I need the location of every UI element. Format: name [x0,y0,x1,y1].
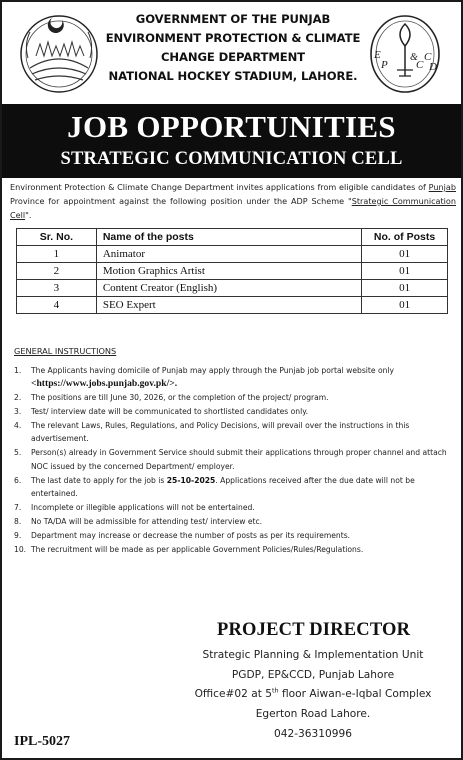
instruction-text: . Applications received after the due date will not be entertained. [31,475,415,498]
instruction-number: 7. [14,502,22,512]
intro-text-end: ". [25,210,32,220]
instruction-number: 1. [14,366,22,375]
intro-scheme-name: Strategic Communication Cell [10,196,456,220]
column-header-post-name: Name of the posts [96,229,361,246]
instruction-number: 3. [14,407,22,417]
office-address-part: Office#02 at 5 [194,688,272,701]
header-line-government: GOVERNMENT OF THE PUNJAB [135,12,331,26]
office-address-part: floor Aiwan-e-Iqbal Complex [278,688,432,701]
instruction-text: The last date to apply for the job is [31,475,167,485]
svg-text:C: C [424,51,432,63]
unit-name: Strategic Planning & Implementation Unit [202,649,424,661]
instruction-text: Department may increase or decrease the number of posts as per its requirements. [31,530,351,540]
cell-sr-no: 3 [17,280,97,297]
instruction-text: Incomplete or illegible applications will not be entertained. [31,502,255,512]
intro-paragraph [10,180,456,222]
instruction-item [14,364,456,390]
instruction-item [14,419,456,445]
last-date: 25-10-2025 [166,475,216,485]
header-line-department-2: CHANGE DEPARTMENT [161,50,305,64]
instruction-number: 6. [14,475,22,485]
instruction-item [14,515,456,528]
instruction-number: 5. [14,448,22,458]
table-row [17,246,448,263]
intro-text-start: Environment Protection & Climate Change Department invites applications from eligible candidates of [10,182,429,192]
cell-post-count: 01 [362,280,448,297]
banner-subtitle: STRATEGIC COMMUNICATION CELL [60,149,403,169]
cell-post-count: 01 [362,263,448,280]
instruction-number: 10. [14,544,27,554]
table-row [17,280,448,297]
cell-post-name: Animator [96,246,361,263]
table-row [17,297,448,314]
cell-post-name: SEO Expert [96,297,361,314]
instruction-text: The Applicants having domicile of Punjab may apply through the Punjab job portal website only [31,366,395,375]
svg-text:E: E [374,49,381,61]
column-header-sr-no: Sr. No. [17,229,97,246]
instruction-item [14,501,456,514]
instruction-number: 2. [14,393,22,403]
header-line-address: NATIONAL HOCKEY STADIUM, LAHORE. [108,69,358,83]
road-address: Egerton Road Lahore. [255,708,371,721]
job-portal-url: <https://www.jobs.punjab.gov.pk/>. [31,378,178,390]
instruction-text: No TA/DA will be admissible for attending test/ interview etc. [31,516,263,526]
instruction-item [14,446,456,472]
general-instructions-list [14,364,456,557]
instruction-number: 9. [14,530,22,540]
punjab-government-emblem-icon [18,8,100,96]
svg-text:D: D [429,61,437,73]
ipl-reference: IPL-5027 [14,734,70,749]
instruction-number: 4. [14,421,22,431]
instruction-item [14,529,456,542]
department-name: PGDP, EP&CCD, Punjab Lahore [231,668,395,681]
cell-sr-no: 4 [17,297,97,314]
svg-text:&: & [410,52,418,63]
instruction-item [14,391,456,404]
cell-sr-no: 1 [17,246,97,263]
instruction-item [14,405,456,418]
table-row [17,263,448,280]
instruction-text: The recruitment will be made as per applicable Government Policies/Rules/Regulations. [31,544,364,554]
cell-post-name: Content Creator (English) [96,280,361,297]
office-address [178,685,448,705]
cell-post-count: 01 [362,297,448,314]
ep-ccd-emblem-icon [364,8,446,96]
instruction-text: Person(s) already in Government Service should submit their applications through proper channel and attach NOC issued by the concerned Department/ employer. [31,448,447,471]
cell-sr-no: 2 [17,263,97,280]
project-director-title: PROJECT DIRECTOR [217,620,411,640]
phone-number: 042-36310996 [274,727,352,740]
instruction-text: The positions are till June 30, 2026, or the completion of the project/ program. [31,393,329,403]
instruction-number: 8. [14,516,22,526]
intro-province: Punjab [428,182,456,192]
general-instructions-heading: GENERAL INSTRUCTIONS [14,346,117,356]
header-title-block [102,10,364,86]
contact-address-block [178,646,448,745]
cell-post-name: Motion Graphics Artist [96,263,361,280]
intro-text-middle: Province for appointment against the following position under the ADP Scheme " [10,196,352,206]
header-line-department: ENVIRONMENT PROTECTION & CLIMATE [105,31,361,45]
posts-table [16,228,448,314]
instruction-item [14,474,456,500]
instruction-text: The relevant Laws, Rules, Regulations, and Policy Decisions, will prevail over the instructions in this advertisement. [31,421,410,444]
job-opportunities-banner [2,104,461,178]
instruction-item [14,543,456,556]
column-header-no-of-posts: No. of Posts [362,229,448,246]
instruction-text: Test/ interview date will be communicated to shortlisted candidates only. [31,407,309,417]
table-header-row [17,229,448,246]
header [2,2,461,104]
cell-post-count: 01 [362,246,448,263]
svg-text:C: C [416,59,424,71]
floor-ordinal: th [271,686,279,695]
svg-text:P: P [381,59,388,71]
banner-title: JOB OPPORTUNITIES [67,109,396,144]
